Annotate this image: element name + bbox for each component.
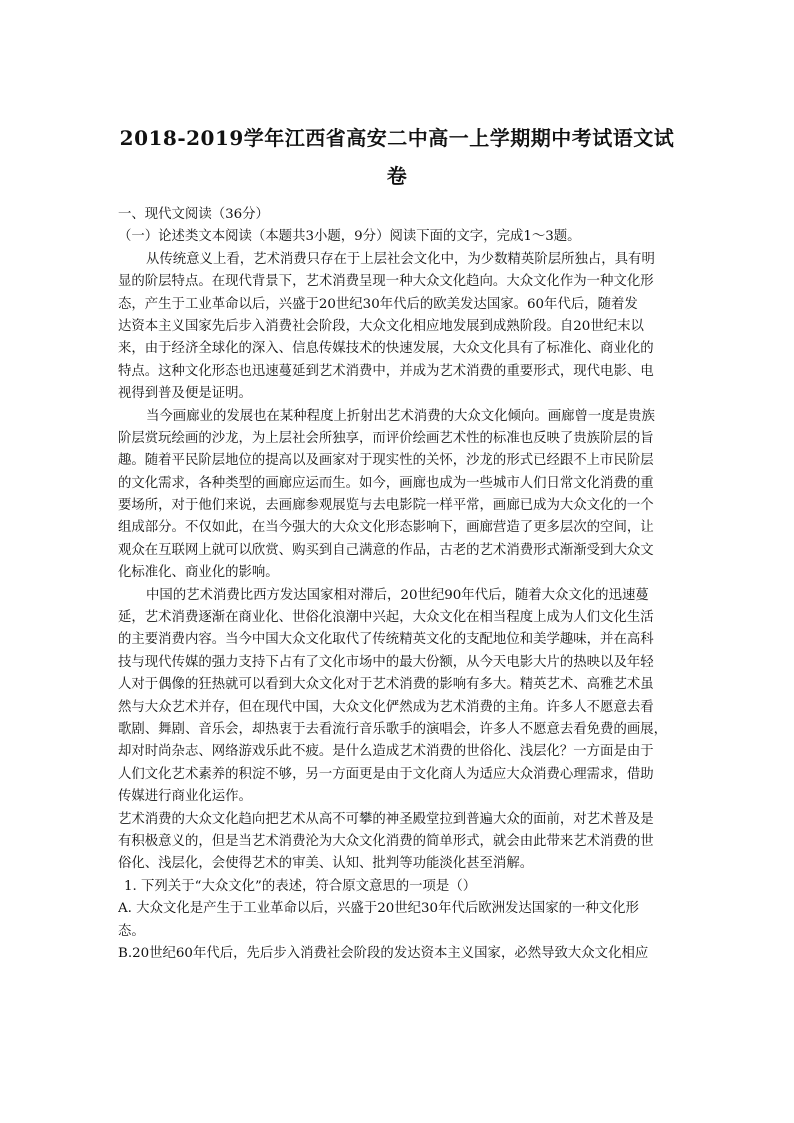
- text-line: 一、现代文阅读（36分）: [118, 207, 269, 222]
- text-line: 从传统意义上看，艺术消费只存在于上层社会文化中，为少数精英阶层所独占，具有明: [146, 251, 655, 267]
- document-body: [118, 204, 684, 965]
- text-line: 趣。随着平民阶层地位的提高以及画家对于现实性的关怀，沙龙的形式已经跟不上市民阶层: [118, 453, 654, 469]
- document-title-line-2: 卷: [386, 164, 408, 188]
- text-line: 化标准化、商业化的影响。: [118, 565, 279, 581]
- text-line: （一）论述类文本阅读（本题共3小题，9分）阅读下面的文字，完成1～3题。: [118, 229, 581, 245]
- text-line: 俗化、浅层化，会使得艺术的审美、认知、批判等功能淡化甚至消解。: [118, 856, 534, 872]
- text-line: 的文化需求，各种类型的画廊应运而生。如今，画廊也成为一些城市人们日常文化消费的重: [118, 475, 654, 491]
- text-line: 特点。这种文化形态也迅速蔓延到艺术消费中，并成为艺术消费的重要形式，现代电影、电: [118, 363, 654, 379]
- text-line: 人对于偶像的狂热就可以看到大众文化对于艺术消费的影响有多大。精英艺术、高雅艺术虽: [118, 677, 654, 693]
- text-line: 却对时尚杂志、网络游戏乐此不疲。是什么造成艺术消费的世俗化、浅层化？一方面是由于: [118, 744, 654, 760]
- text-line: 态。: [118, 923, 145, 939]
- text-line: 有积极意义的，但是当艺术消费沦为大众文化消费的简单形式，就会由此带来艺术消费的世: [118, 833, 654, 849]
- text-line: 显的阶层特点。在现代背景下，艺术消费呈现一种大众文化趋向。大众文化作为一种文化形: [118, 274, 654, 290]
- text-line: 然与大众艺术并存，但在现代中国，大众文化俨然成为艺术消费的主角。许多人不愿意去看: [118, 699, 654, 715]
- text-line: 人们文化艺术素养的积淀不够，另一方面更是由于文化商人为适应大众消费心理需求，借助: [118, 766, 654, 782]
- text-line: 态，产生于工业革命以后，兴盛于20世纪30年代后的欧美发达国家。60年代后，随着发: [118, 296, 638, 312]
- text-line: 来，由于经济全球化的深入、信息传媒技术的快速发展，大众文化具有了标准化、商业化的: [118, 341, 654, 357]
- text-line: A. 大众文化是产生于工业革命以后，兴盛于20世纪30年代后欧洲发达国家的一种文化形: [118, 901, 639, 917]
- text-line: B.20世纪60年代后，先后步入消费社会阶段的发达资本主义国家，必然导致大众文化相应: [118, 945, 649, 961]
- text-line: 观众在互联网上就可以欣赏、购买到自己满意的作品，古老的艺术消费形式渐渐受到大众文: [118, 542, 654, 558]
- text-line: 视得到普及便是证明。: [118, 386, 252, 402]
- text-line: 延，艺术消费逐渐在商业化、世俗化浪潮中兴起，大众文化在相当程度上成为人们文化生活: [118, 610, 654, 626]
- text-line: 阶层赏玩绘画的沙龙，为上层社会所独享，而评价绘画艺术性的标准也反映了贵族阶层的旨: [118, 430, 654, 446]
- text-line: 艺术消费的大众文化趋向把艺术从高不可攀的神圣殿堂拉到普遍大众的面前，对艺术普及是: [118, 811, 654, 827]
- text-line: 中国的艺术消费比西方发达国家相对滞后，20世纪90年代后，随着大众文化的迅速蔓: [146, 587, 649, 603]
- text-line: 1. 下列关于“大众文化”的表述，符合原文意思的一项是（）: [124, 878, 477, 894]
- document-title-line-1: 2018-2019学年江西省高安二中高一上学期期中考试语文试: [119, 126, 675, 150]
- text-line: 当今画廊业的发展也在某种程度上折射出艺术消费的大众文化倾向。画廊曾一度是贵族: [146, 408, 655, 424]
- text-line: 要场所，对于他们来说，去画廊参观展览与去电影院一样平常，画廊已成为大众文化的一个: [118, 498, 654, 514]
- text-line: 达资本主义国家先后步入消费社会阶段，大众文化相应地发展到成熟阶段。自20世纪末以: [118, 318, 644, 334]
- text-line: 的主要消费内容。当今中国大众文化取代了传统精英文化的支配地位和美学趣味，并在高科: [118, 632, 654, 648]
- text-line: 组成部分。不仅如此，在当今强大的大众文化形态影响下，画廊营造了更多层次的空间，让: [118, 520, 654, 536]
- text-line: 传媒进行商业化运作。: [118, 789, 252, 805]
- text-line: 歌剧、舞剧、音乐会，却热衷于去看流行音乐歌手的演唱会，许多人不愿意去看免费的画展，: [118, 721, 668, 737]
- text-line: 技与现代传媒的强力支持下占有了文化市场中的最大份额，从今天电影大片的热映以及年轻: [118, 654, 654, 670]
